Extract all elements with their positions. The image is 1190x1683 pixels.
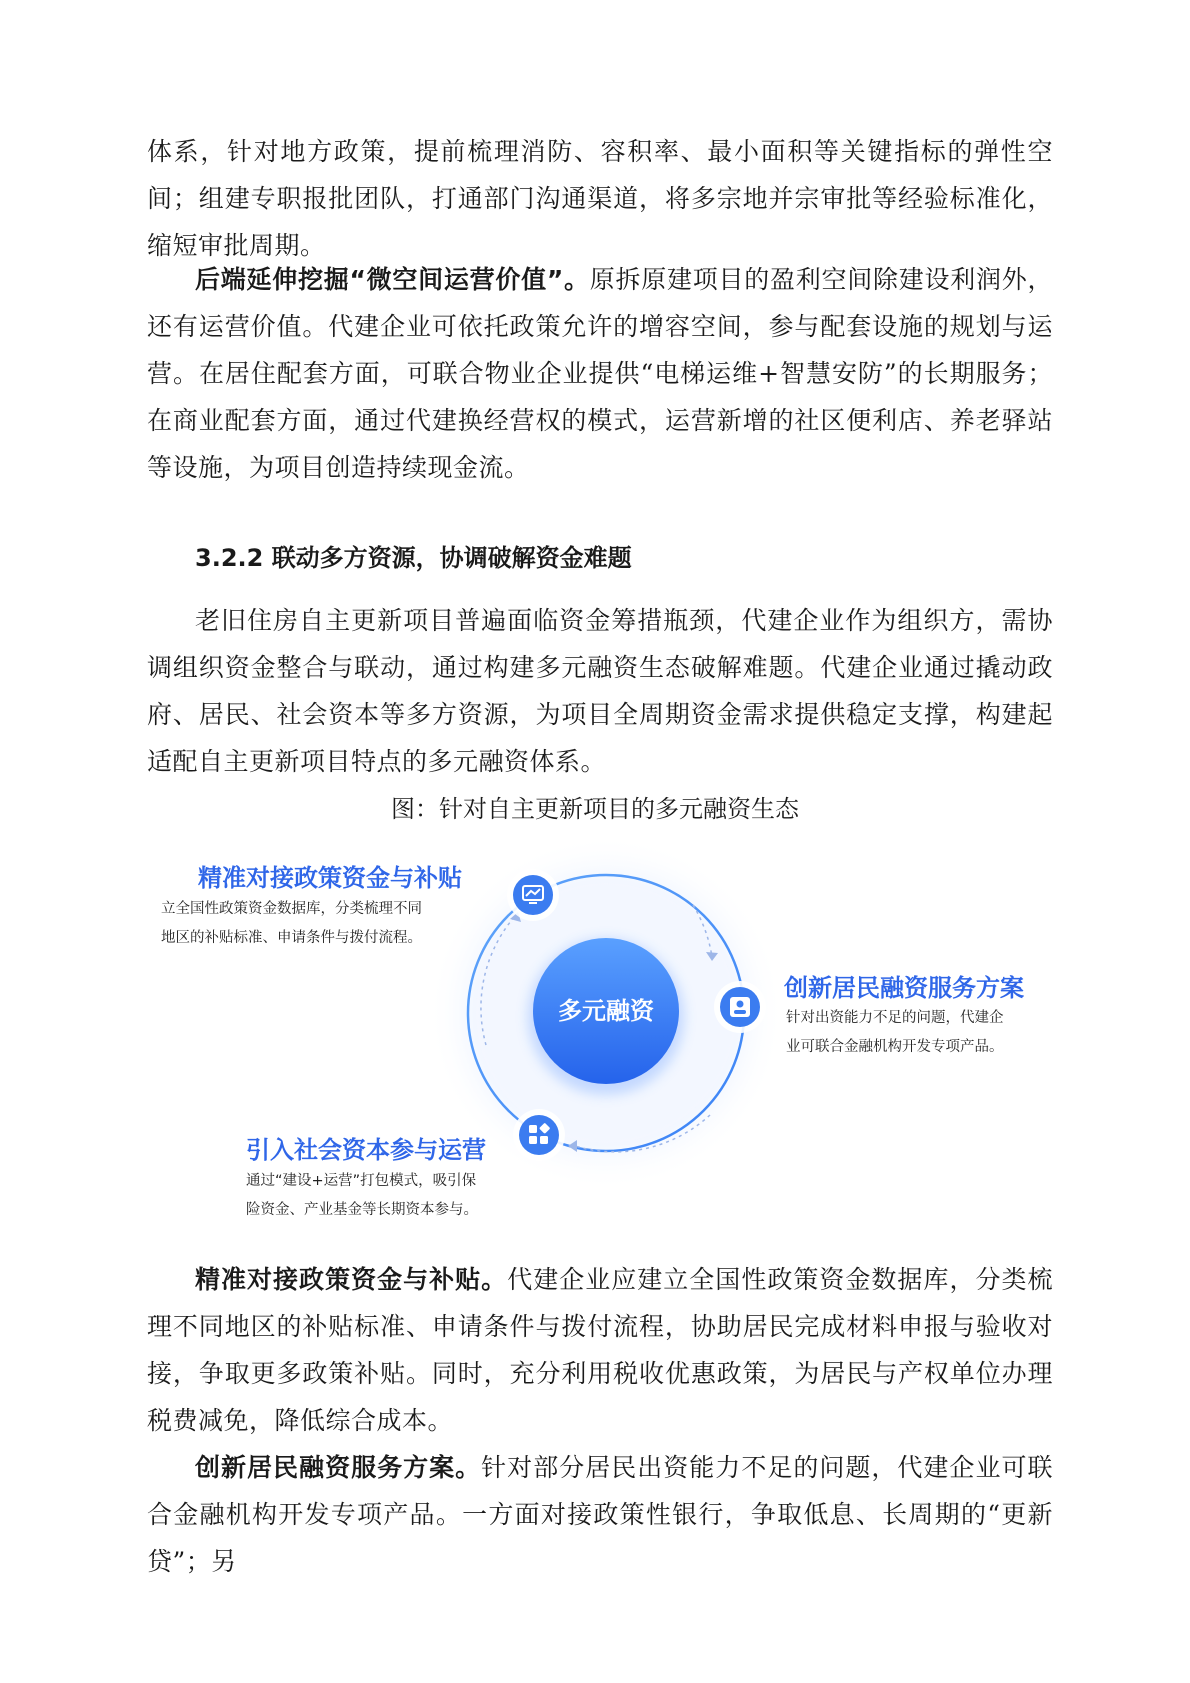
paragraph-lead: 精准对接政策资金与补贴。 <box>195 1265 508 1294</box>
financing-ecosystem-figure <box>140 835 1060 1235</box>
app-grid-icon <box>513 1109 565 1161</box>
desc-line: 业可联合金融机构开发专项产品。 <box>786 1039 1004 1055</box>
chart-monitor-icon <box>507 869 559 921</box>
id-card-icon <box>714 981 766 1033</box>
paragraph-policy-funds <box>147 1256 1053 1444</box>
desc-line: 通过“建设+运营”打包模式，吸引保 <box>246 1173 477 1189</box>
item-title-resident-finance: 创新居民融资服务方案 <box>784 974 1024 1002</box>
paragraph-body: 原拆原建项目的盈利空间除建设利润外，还有运营价值。代建企业可依托政策允许的增容空间，参与配套设施的规划与运营。在居住配套方面，可联合物业企业提供“电梯运维+智慧安防”的长期服务；在商业配套方面，通过代建换经营权的模式，运营新增的社区便利店、养老驿站等设施，为项目创造持续现金流。 <box>147 265 1053 482</box>
paragraph-approval-system: 体系，针对地方政策，提前梳理消防、容积率、最小面积等关键指标的弹性空间；组建专职报批团队，打通部门沟通渠道，将多宗地并宗审批等经验标准化，缩短审批周期。 <box>147 137 1053 260</box>
item-desc-policy <box>161 895 422 953</box>
section-heading: 3.2.2 联动多方资源，协调破解资金难题 <box>195 544 632 572</box>
item-title-social-capital: 引入社会资本参与运营 <box>246 1136 486 1164</box>
paragraph-body: 代建企业应建立全国性政策资金数据库，分类梳理不同地区的补贴标准、申请条件与拨付流程，协助居民完成材料申报与验收对接，争取更多政策补贴。同时，充分利用税收优惠政策，为居民与产权单位办理税费减免，降低综合成本。 <box>147 1265 1053 1435</box>
paragraph-operation-value <box>147 256 1053 491</box>
center-label: 多元融资 <box>558 997 654 1025</box>
item-title-policy: 精准对接政策资金与补贴 <box>198 864 462 892</box>
paragraph-lead: 创新居民融资服务方案。 <box>195 1453 482 1482</box>
desc-line: 针对出资能力不足的问题，代建企 <box>786 1010 1004 1026</box>
desc-line: 立全国性政策资金数据库，分类梳理不同 <box>161 901 422 917</box>
paragraph-financing-intro: 老旧住房自主更新项目普遍面临资金筹措瓶颈，代建企业作为组织方，需协调组织资金整合与联动，通过构建多元融资生态破解难题。代建企业通过撬动政府、居民、社会资本等多方资源，为项目全周期资金需求提供稳定支撑，构建起适配自主更新项目特点的多元融资体系。 <box>147 606 1053 776</box>
paragraph-resident-finance <box>147 1444 1053 1585</box>
item-desc-social-capital <box>246 1167 478 1225</box>
item-desc-resident-finance <box>786 1004 1004 1062</box>
figure-caption: 图：针对自主更新项目的多元融资生态 <box>391 795 799 823</box>
desc-line: 地区的补贴标准、申请条件与拨付流程。 <box>161 930 422 946</box>
paragraph-lead: 后端延伸挖掘“微空间运营价值”。 <box>195 265 590 294</box>
desc-line: 险资金、产业基金等长期资本参与。 <box>246 1202 478 1218</box>
paragraph-body: 针对部分居民出资能力不足的问题，代建企业可联合金融机构开发专项产品。一方面对接政策性银行，争取低息、长周期的“更新贷”；另 <box>147 1453 1053 1576</box>
